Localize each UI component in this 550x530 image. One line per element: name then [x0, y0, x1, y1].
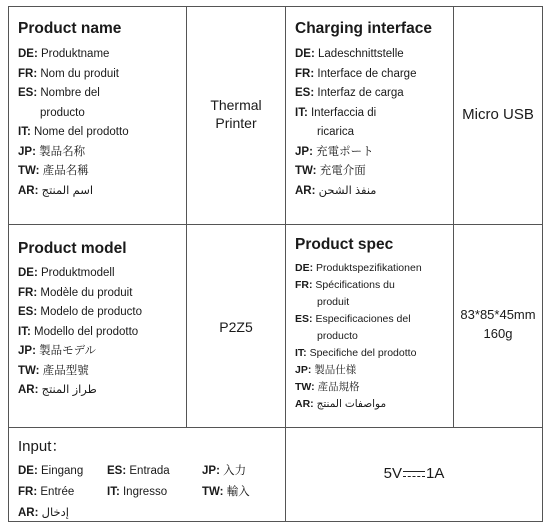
de-row: DE: Produktname	[18, 48, 110, 60]
jp-row: JP: 製品仕様	[295, 364, 357, 376]
ar-row: AR: طراز المنتج	[18, 384, 97, 396]
tw-row: TW: 充電介面	[295, 165, 366, 177]
input-tw: TW: 輸入	[202, 486, 250, 498]
product-spec-dimensions: 83*85*45mm	[460, 307, 536, 322]
tw-row: TW: 產品型號	[18, 364, 89, 377]
product-spec-heading: Product spec	[295, 236, 394, 253]
charging-interface-label-cell	[286, 7, 454, 225]
input-current: 1A	[426, 465, 445, 482]
it-row: IT: Nome del prodotto	[18, 126, 129, 138]
input-es: ES: Entrada	[107, 465, 170, 477]
tw-row: TW: 產品名稱	[18, 165, 89, 177]
product-model-heading: Product model	[18, 240, 127, 257]
fr-row: FR: Spécifications du	[295, 279, 395, 291]
it-row: IT: Modello del prodotto	[18, 325, 139, 338]
es-row: ES: Nombre del	[18, 87, 100, 99]
de-row: DE: Produktspezifikationen	[295, 262, 422, 274]
input-heading: Input：	[18, 438, 67, 455]
product-name-label-cell	[9, 7, 187, 225]
product-model-value: P2Z5	[219, 319, 253, 335]
ar-row: AR: مواصفات المنتج	[295, 398, 387, 410]
spec-table	[8, 6, 543, 522]
tw-row: TW: 產品規格	[295, 381, 360, 393]
es-row: ES: Modelo de producto	[18, 306, 143, 318]
product-name-heading: Product name	[18, 20, 122, 37]
product-model-label-cell	[9, 225, 187, 428]
input-ar: AR: إدخال	[18, 507, 69, 519]
fr-row: FR: Modèle du produit	[18, 286, 133, 299]
it-row: IT: Interfaccia di	[295, 106, 377, 119]
input-de: DE: Eingang	[18, 465, 84, 477]
product-name-value-cell	[187, 7, 286, 225]
direct-current-icon	[403, 468, 425, 480]
es-row: ES: Especificaciones del	[295, 313, 411, 325]
product-spec-weight: 160g	[483, 326, 513, 341]
es-row: ES: Interfaz de carga	[295, 87, 404, 99]
product-model-value-cell	[187, 225, 286, 428]
input-jp: JP: 入力	[202, 465, 247, 477]
charging-interface-value: Micro USB	[462, 106, 534, 123]
input-voltage: 5V	[383, 465, 402, 482]
jp-row: JP: 製品名称	[18, 145, 86, 158]
ar-row: AR: منفذ الشحن	[295, 184, 377, 197]
product-spec-value-cell	[454, 225, 542, 428]
charging-interface-heading: Charging interface	[295, 20, 432, 37]
it-row: IT: Specifiche del prodotto	[295, 347, 417, 359]
jp-row: JP: 充電ポート	[295, 145, 374, 158]
fr-row: FR: Interface de charge	[295, 67, 417, 80]
input-fr: FR: Entrée	[18, 486, 75, 498]
fr-row: FR: Nom du produit	[18, 67, 119, 80]
es-row-cont: producto	[40, 106, 85, 119]
charging-interface-value-cell	[454, 7, 542, 225]
input-label-cell	[9, 428, 286, 521]
fr-row-cont: produit	[317, 296, 350, 308]
product-name-value-1: Thermal	[210, 97, 262, 113]
es-row-cont: producto	[317, 330, 358, 342]
product-spec-label-cell	[286, 225, 454, 428]
product-name-value-2: Printer	[215, 115, 257, 131]
de-row: DE: Ladeschnittstelle	[295, 48, 404, 60]
de-row: DE: Produktmodell	[18, 267, 115, 279]
input-value	[286, 464, 542, 484]
ar-row: AR: اسم المنتج	[18, 184, 94, 197]
it-row-cont: ricarica	[317, 126, 355, 138]
input-value-cell	[286, 428, 542, 521]
input-it: IT: Ingresso	[107, 486, 168, 498]
jp-row: JP: 製品モデル	[18, 345, 97, 357]
